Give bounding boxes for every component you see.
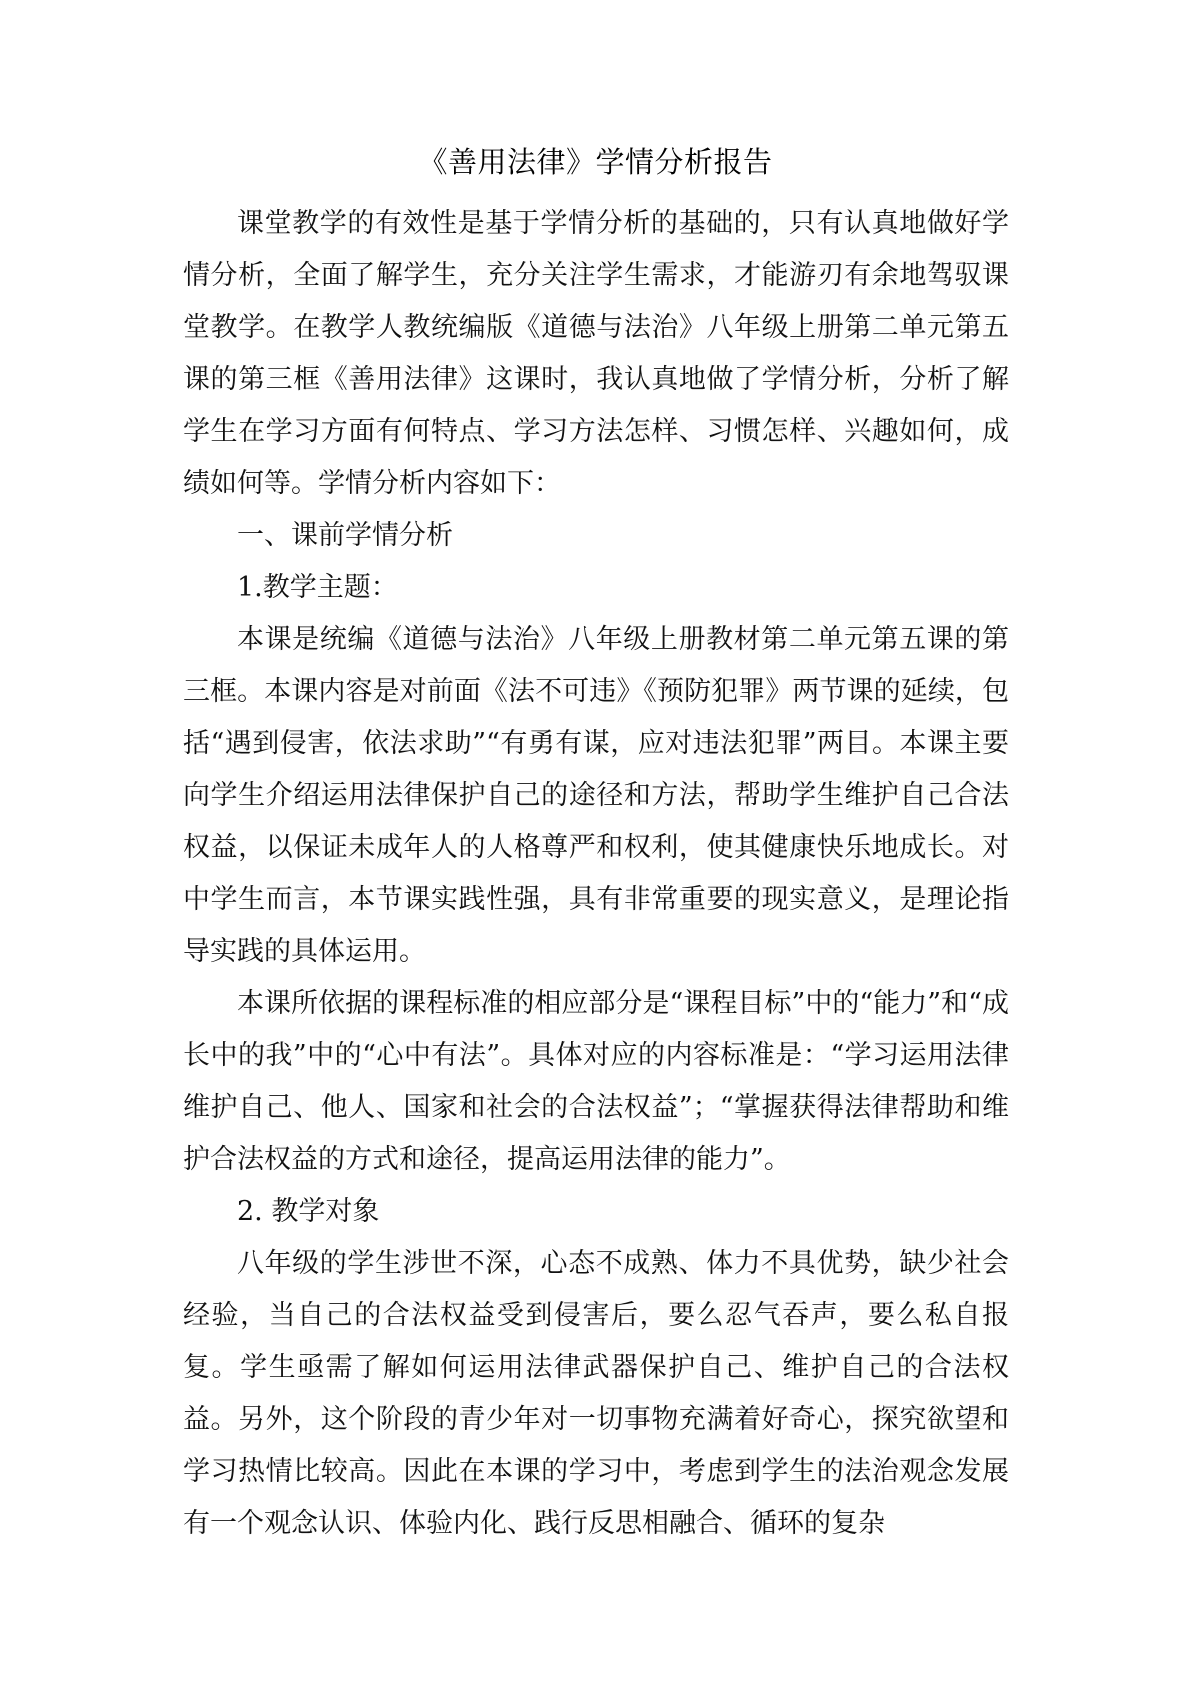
subheading-teaching-theme: 1.教学主题： — [237, 572, 398, 603]
audience-paragraph: 八年级的学生涉世不深，心态不成熟、体力不具优势，缺少社会经验，当自己的合法权益受到侵害后，要么忍气吞声，要么私自报复。学生亟需了解如何运用法律武器保护自己、维护自己的合法权益。另外，这个阶段的青少年对一切事物充满着好奇心，探究欲望和学习热情比较高。因此在本课的学习中，考虑到学生的法治观念发展有一个观念认识、体验内化、践行反思相融合、循环的复杂 — [183, 1248, 1009, 1539]
document-body — [183, 198, 1009, 1550]
intro-paragraph: 课堂教学的有效性是基于学情分析的基础的，只有认真地做好学情分析，全面了解学生，充分关注学生需求，才能游刃有余地驾驭课堂教学。在教学人教统编版《道德与法治》八年级上册第二单元第五课的第三框《善用法律》这课时，我认真地做了学情分析，分析了解学生在学习方面有何特点、学习方法怎样、习惯怎样、兴趣如何，成绩如何等。学情分析内容如下： — [183, 208, 1009, 499]
curriculum-standard-paragraph: 本课所依据的课程标准的相应部分是“课程目标”中的“能力”和“成长中的我”中的“心中有法”。具体对应的内容标准是：“学习运用法律维护自己、他人、国家和社会的合法权益”；“掌握获得法律帮助和维护合法权益的方式和途径，提高运用法律的能力”。 — [183, 988, 1009, 1175]
theme-paragraph: 本课是统编《道德与法治》八年级上册教材第二单元第五课的第三框。本课内容是对前面《法不可违》《预防犯罪》两节课的延续，包括“遇到侵害，依法求助”“有勇有谋，应对违法犯罪”两目。本课主要向学生介绍运用法律保护自己的途径和方法，帮助学生维护自己合法权益，以保证未成年人的人格尊严和权利，使其健康快乐地成长。对中学生而言，本节课实践性强，具有非常重要的现实意义，是理论指导实践的具体运用。 — [183, 624, 1009, 967]
document-title: 《善用法律》学情分析报告 — [418, 145, 773, 179]
section-heading-pre-class-analysis: 一、课前学情分析 — [237, 520, 453, 551]
subheading-teaching-audience: 2. 教学对象 — [237, 1196, 380, 1227]
